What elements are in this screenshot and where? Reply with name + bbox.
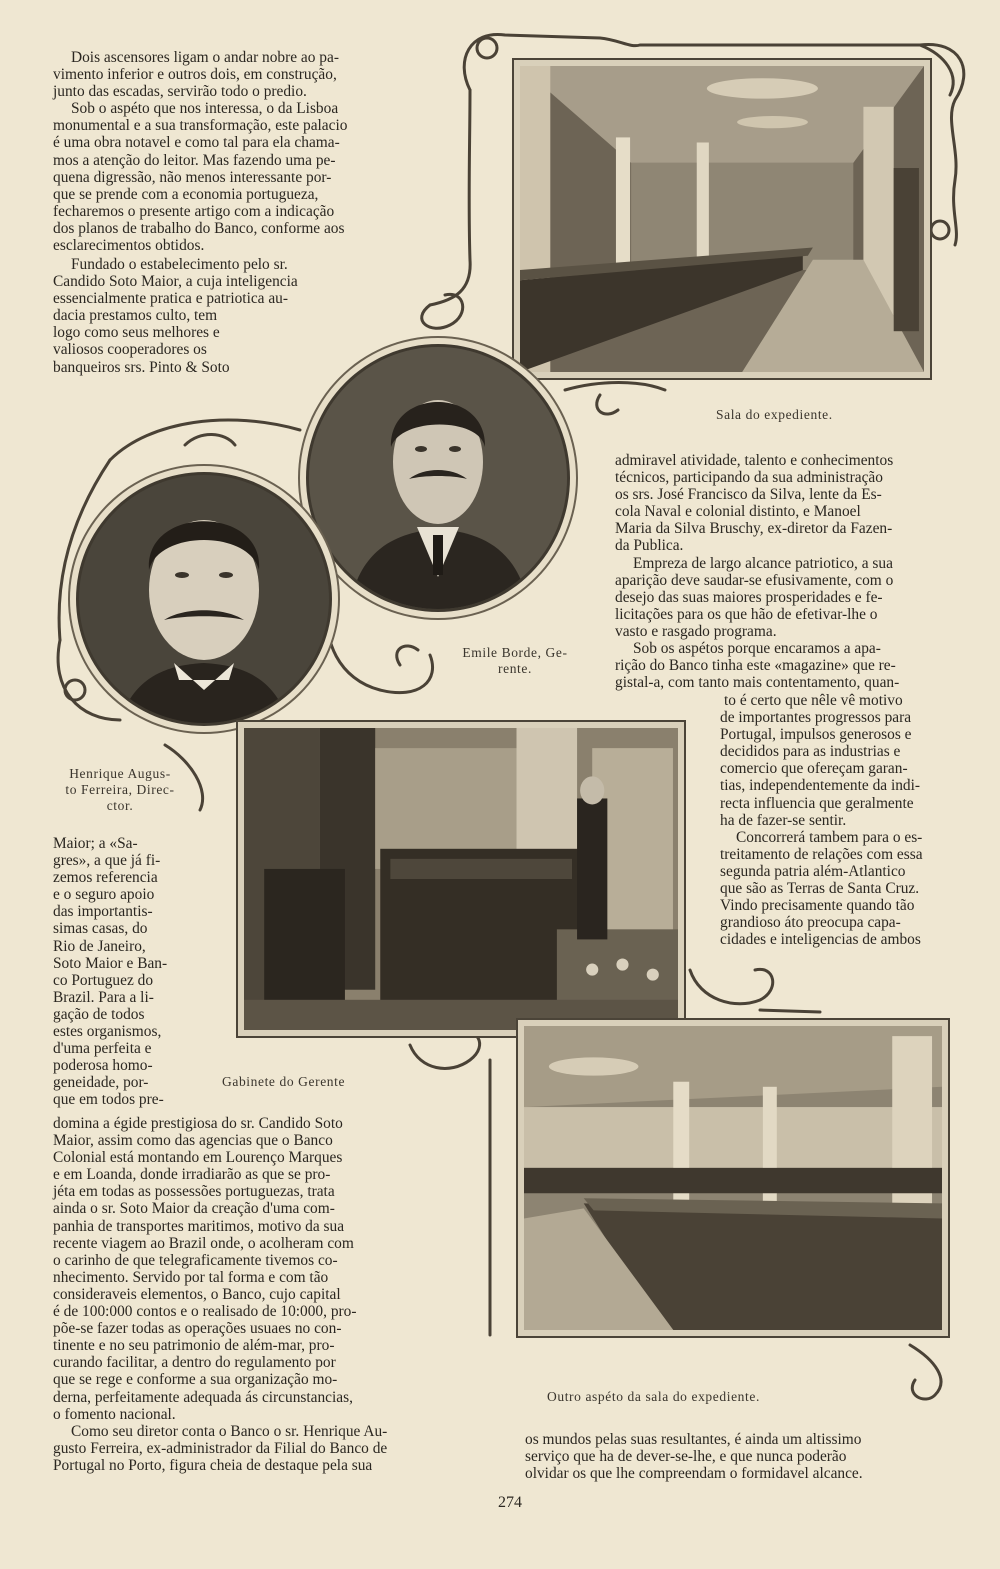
- text-line: desejo das suas maiores prosperidades e fe-: [615, 588, 883, 606]
- text-line: Concorrerá tambem para o es-: [736, 828, 923, 846]
- text-line: quena digressão, não menos interessante por-: [53, 168, 332, 186]
- manager-office-photo: [244, 728, 678, 1030]
- text-line: põe-se fazer todas as operações usuaes no con-: [53, 1320, 342, 1338]
- portrait-photo: [79, 475, 329, 723]
- text-line: Maria da Silva Bruschy, ex-diretor da Fazen-: [615, 520, 893, 538]
- caption-sala-do-expediente: Sala do expediente.: [716, 407, 833, 422]
- text-line: Brazil. Para a li-: [53, 988, 154, 1006]
- text-line: valiosos cooperadores os: [53, 341, 207, 359]
- text-line: segunda patria além-Atlantico: [720, 862, 906, 880]
- text-line: d'uma perfeita e: [53, 1040, 152, 1058]
- text-line: Empreza de largo alcance patriotico, a sua: [633, 554, 893, 572]
- text-line: Vindo precisamente quando tão: [720, 897, 915, 915]
- article-paragraph-top: [53, 49, 431, 254]
- text-line: nhecimento. Servido por tal forma e com tão: [53, 1268, 329, 1286]
- text-line: Portugal no Porto, figura cheia de destaque pela sua: [53, 1456, 373, 1474]
- caption-line: Emile Borde, Ge-: [462, 645, 568, 660]
- caption-line: ctor.: [106, 798, 134, 813]
- text-line: ainda o sr. Soto Maior da creação d'uma com-: [53, 1200, 335, 1218]
- text-line: monumental e a sua transformação, este palacio: [53, 117, 348, 135]
- text-line: das importantis-: [53, 903, 153, 921]
- article-paragraph-right-mid: [720, 692, 974, 948]
- caption-gabinete-do-gerente: Gabinete do Gerente: [222, 1074, 346, 1089]
- article-paragraph-right-top: [615, 452, 973, 691]
- text-line: o carinho de que telegraficamente tivemos co-: [53, 1251, 338, 1269]
- text-line: Rio de Janeiro,: [53, 937, 146, 955]
- text-line: e em Loanda, donde irradiarão as que se pro-: [53, 1166, 331, 1184]
- photo-sala-do-expediente: [512, 58, 932, 380]
- text-line: dacia prestamos culto, tem: [53, 307, 218, 325]
- text-line: fecharemos o presente artigo com a indicação: [53, 202, 335, 220]
- text-line: que se prende com a economia portugueza,: [53, 185, 319, 203]
- text-line: estes organismos,: [53, 1023, 162, 1041]
- caption-line: Henrique Augus-: [69, 766, 171, 781]
- text-line: tias, independentemente da indi-: [720, 777, 921, 795]
- text-line: e o seguro apoio: [53, 886, 155, 904]
- text-line: é uma obra notavel e como tal para ela chama-: [53, 134, 340, 152]
- text-line: decididos para as industrias e: [720, 743, 901, 761]
- text-line: consideraveis elementos, o Banco, cujo capital: [53, 1285, 341, 1303]
- text-line: Sob os aspétos porque encaramos a apa-: [633, 640, 881, 658]
- text-line: banqueiros srs. Pinto & Soto: [53, 358, 230, 376]
- caption-henrique-augusto-ferreira: [45, 766, 195, 814]
- text-line: vimento inferior e outros dois, em construção,: [53, 66, 337, 84]
- text-line: admiravel atividade, talento e conhecimentos: [615, 452, 894, 469]
- text-line: Fundado o estabelecimento pelo sr.: [71, 256, 288, 273]
- text-line: licitações para os que hão de efetivar-lhe o: [615, 605, 878, 623]
- text-line: Sob o aspéto que nos interessa, o da Lisboa: [71, 100, 339, 118]
- text-line: gistal-a, com tanto mais contentamento, quan-: [615, 674, 900, 692]
- text-line: os srs. José Francisco da Silva, lente da Es-: [615, 486, 882, 504]
- photo-gabinete-do-gerente: [236, 720, 686, 1038]
- article-paragraph-right-bottom: [525, 1431, 970, 1482]
- banking-hall-photo: [520, 66, 924, 372]
- text-line: to é certo que nêle vê motivo: [724, 692, 903, 709]
- portrait-henrique-augusto-ferreira: [76, 472, 332, 726]
- text-line: olvidar os que lhe compreendam o formidavel alcance.: [525, 1465, 863, 1483]
- text-line: os mundos pelas suas resultantes, é ainda um altissimo: [525, 1431, 862, 1448]
- text-line: gação de todos: [53, 1005, 145, 1023]
- photo-outro-aspeto: [516, 1018, 950, 1338]
- text-line: comercio que ofereçam garan-: [720, 760, 908, 778]
- text-line: o fomento nacional.: [53, 1405, 176, 1423]
- text-line: é de 100:000 contos e o realisado de 10:000, pro-: [53, 1303, 357, 1321]
- text-line: da Publica.: [615, 537, 684, 555]
- text-line: rição do Banco tinha este «magazine» que re-: [615, 657, 896, 675]
- text-line: que em todos pre-: [53, 1091, 164, 1109]
- text-line: Candido Soto Maior, a cuja inteligencia: [53, 273, 298, 291]
- text-line: tinente e no seu patrimonio de além-mar, pro-: [53, 1337, 335, 1355]
- text-line: vasto e rasgado programa.: [615, 622, 777, 640]
- caption-outro-aspeto: Outro aspéto da sala do expediente.: [547, 1389, 760, 1404]
- text-line: que são as Terras de Santa Cruz.: [720, 880, 920, 898]
- text-line: treitamento de relações com essa: [720, 845, 923, 863]
- caption-emile-borde: [445, 645, 585, 677]
- portrait-emile-borde: [306, 344, 570, 612]
- text-line: ha de fazer-se sentir.: [720, 811, 847, 829]
- text-line: recente viagem ao Brazil onde, o acolheram com: [53, 1234, 354, 1252]
- caption-line: rente.: [498, 661, 532, 676]
- caption-line: to Ferreira, Direc-: [65, 782, 175, 797]
- text-line: curando facilitar, a dentro do regulamento por: [53, 1354, 336, 1372]
- text-line: de importantes progressos para: [720, 709, 912, 727]
- text-line: poderosa homo-: [53, 1057, 153, 1075]
- text-line: Maior, assim como das agencias que o Banco: [53, 1132, 333, 1150]
- text-line: domina a égide prestigiosa do sr. Candido Soto: [53, 1115, 343, 1132]
- article-paragraph-narrow: [53, 835, 189, 1109]
- text-line: recta influencia que geralmente: [720, 794, 914, 812]
- text-line: Colonial está montando em Lourenço Marques: [53, 1149, 343, 1167]
- text-line: co Portuguez do: [53, 971, 154, 989]
- text-line: técnicos, participando da sua administração: [615, 469, 883, 487]
- text-line: esclarecimentos obtidos.: [53, 237, 205, 255]
- text-line: dos planos de trabalho do Banco, conforme aos: [53, 219, 345, 237]
- text-line: mos a atenção do leitor. Mas fazendo uma pe-: [53, 151, 336, 169]
- text-line: geneidade, por-: [53, 1074, 149, 1092]
- article-paragraph-founding: [53, 256, 373, 376]
- text-line: Portugal, impulsos generosos e: [720, 726, 912, 744]
- text-line: cidades e inteligencias de ambos: [720, 931, 921, 949]
- text-line: zemos referencia: [53, 869, 158, 887]
- text-line: Soto Maior e Ban-: [53, 954, 168, 972]
- text-line: gres», a que já fi-: [53, 852, 161, 870]
- text-line: essencialmente pratica e patriotica au-: [53, 290, 289, 308]
- text-line: gusto Ferreira, ex-administrador da Filial do Banco de: [53, 1439, 388, 1457]
- text-line: aparição deve saudar-se efusivamente, com o: [615, 571, 894, 589]
- text-line: panhia de transportes maritimos, motivo da sua: [53, 1217, 345, 1235]
- text-line: junto das escadas, servirão todo o predio.: [53, 83, 307, 101]
- text-line: Dois ascensores ligam o andar nobre ao pa-: [71, 49, 339, 66]
- text-line: que se rege e conforme a sua organização mo-: [53, 1371, 338, 1389]
- text-line: jéta em todas as possessões portuguezas, trata: [53, 1183, 335, 1201]
- text-line: grandioso áto preocupa capa-: [720, 914, 901, 932]
- text-line: cola Naval e colonial distinto, e Manoel: [615, 503, 861, 521]
- text-line: serviço que ha de dever-se-lhe, e que nunca poderão: [525, 1448, 847, 1466]
- text-line: Maior; a «Sa-: [53, 835, 138, 852]
- text-line: simas casas, do: [53, 920, 148, 938]
- page-number: 274: [498, 1494, 522, 1511]
- banking-hall-alt-photo: [524, 1026, 942, 1330]
- portrait-photo: [309, 347, 567, 609]
- text-line: derna, perfeitamente adequada ás circunstancias,: [53, 1388, 353, 1406]
- article-paragraph-bottom: [53, 1115, 491, 1474]
- text-line: logo como seus melhores e: [53, 324, 220, 342]
- text-line: Como seu diretor conta o Banco o sr. Henrique Au-: [71, 1422, 388, 1440]
